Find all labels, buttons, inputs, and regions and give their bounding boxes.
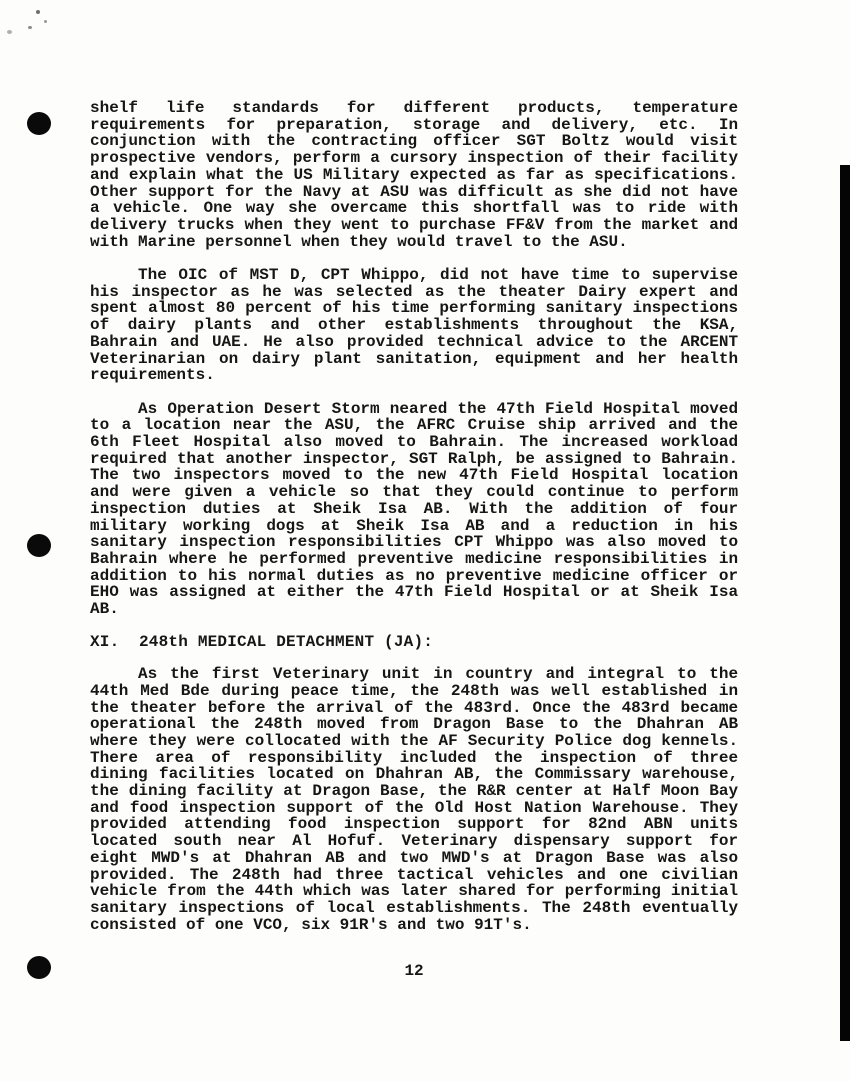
text-line: the theater before the arrival of the 483rd. Once the 483rd became bbox=[90, 698, 739, 717]
text-line: Bahrain where he performed preventive medicine responsibilities in bbox=[90, 549, 739, 568]
section-heading: XI. 248th MEDICAL DETACHMENT (JA): bbox=[90, 633, 434, 652]
scan-artifact bbox=[28, 26, 32, 29]
text-line: Bahrain and UAE. He also provided technical advice to the ARCENT bbox=[90, 332, 739, 351]
text-line: 6th Fleet Hospital also moved to Bahrain. The increased workload bbox=[90, 433, 739, 452]
text-line: Veterinarian on dairy plant sanitation, equipment and her health bbox=[90, 349, 739, 368]
page-number: 12 bbox=[404, 962, 424, 981]
paragraph bbox=[90, 267, 738, 384]
section-paragraphs bbox=[90, 666, 738, 933]
hole-punch-mark bbox=[27, 534, 51, 557]
text-line: Other support for the Navy at ASU was difficult as she did not have bbox=[90, 182, 739, 201]
text-line: his inspector as he was selected as the theater Dairy expert and bbox=[90, 282, 739, 301]
text-line: requirements for preparation, storage and delivery, etc. In bbox=[90, 115, 739, 134]
text-line: with Marine personnel when they would travel to the ASU. bbox=[90, 232, 628, 251]
text-line: the dining facility at Dragon Base, the R&R center at Half Moon Bay bbox=[90, 782, 739, 801]
text-line: prospective vendors, perform a cursory inspection of their facility bbox=[90, 149, 739, 168]
text-line: military working dogs at Sheik Isa AB and a reduction in his bbox=[90, 516, 739, 535]
text-line: The two inspectors moved to the new 47th Field Hospital location bbox=[90, 466, 739, 485]
body-paragraphs bbox=[90, 100, 738, 618]
paragraph bbox=[90, 401, 738, 618]
text-line: The OIC of MST D, CPT Whippo, did not have time to supervise bbox=[138, 266, 739, 285]
text-line: shelf life standards for different products, temperature bbox=[90, 99, 739, 117]
photocopy-edge-bar bbox=[840, 165, 850, 1041]
text-line: consisted of one VCO, six 91R's and two 91T's. bbox=[90, 915, 532, 934]
text-line: of dairy plants and other establishments throughout the KSA, bbox=[90, 316, 739, 335]
hole-punch-mark bbox=[27, 956, 51, 979]
scan-artifact bbox=[44, 20, 47, 23]
text-line: There area of responsibility included the inspection of three bbox=[90, 748, 739, 767]
text-line: vehicle from the 44th which was later shared for performing initial bbox=[90, 882, 739, 901]
text-line: delivery trucks when they went to purchase FF&V from the market and bbox=[90, 215, 739, 234]
text-line: operational the 248th moved from Dragon Base to the Dhahran AB bbox=[90, 715, 739, 734]
text-line: AB. bbox=[90, 600, 119, 619]
text-line: eight MWD's at Dhahran AB and two MWD's at Dragon Base was also bbox=[90, 848, 739, 867]
page-body bbox=[90, 100, 738, 980]
text-line: and food inspection support of the Old Host Nation Warehouse. They bbox=[90, 798, 739, 817]
text-line: required that another inspector, SGT Ralph, be assigned to Bahrain. bbox=[90, 449, 739, 468]
text-line: provided. The 248th had three tactical vehicles and one civilian bbox=[90, 865, 739, 884]
text-line: addition to his normal duties as no preventive medicine officer or bbox=[90, 566, 739, 585]
text-line: a vehicle. One way she overcame this shortfall was to ride with bbox=[90, 199, 739, 218]
text-line: sanitary inspections of local establishments. The 248th eventually bbox=[90, 899, 739, 917]
text-line: EHO was assigned at either the 47th Field Hospital or at Sheik Isa bbox=[90, 583, 739, 602]
text-line: requirements. bbox=[90, 366, 215, 385]
text-line: inspection duties at Sheik Isa AB. With the addition of four bbox=[90, 499, 739, 518]
text-line: As Operation Desert Storm neared the 47th Field Hospital moved bbox=[138, 399, 739, 418]
text-line: located south near Al Hofuf. Veterinary dispensary support for bbox=[90, 832, 739, 851]
text-line: provided attending food inspection support for 82nd ABN units bbox=[90, 815, 739, 834]
text-line: As the first Veterinary unit in country and integral to the bbox=[138, 665, 739, 684]
paragraph bbox=[90, 666, 738, 933]
text-line: conjunction with the contracting officer SGT Boltz would visit bbox=[90, 132, 739, 151]
paragraph bbox=[90, 100, 738, 250]
text-line: 44th Med Bde during peace time, the 248th was well established in bbox=[90, 681, 739, 700]
scan-artifact bbox=[7, 30, 12, 34]
text-line: and explain what the US Military expected as far as specifications. bbox=[90, 165, 739, 184]
text-line: and were given a vehicle so that they could continue to perform bbox=[90, 483, 739, 502]
text-line: sanitary inspection responsibilities CPT Whippo was also moved to bbox=[90, 533, 739, 552]
scan-artifact bbox=[36, 10, 40, 14]
text-line: spent almost 80 percent of his time performing sanitary inspections bbox=[90, 299, 739, 318]
hole-punch-mark bbox=[27, 112, 51, 135]
text-line: to a location near the ASU, the AFRC Cruise ship arrived and the bbox=[90, 416, 739, 435]
text-line: where they were collocated with the AF Security Police dog kennels. bbox=[90, 731, 739, 750]
text-line: dining facilities located on Dhahran AB, the Commissary warehouse, bbox=[90, 765, 739, 784]
